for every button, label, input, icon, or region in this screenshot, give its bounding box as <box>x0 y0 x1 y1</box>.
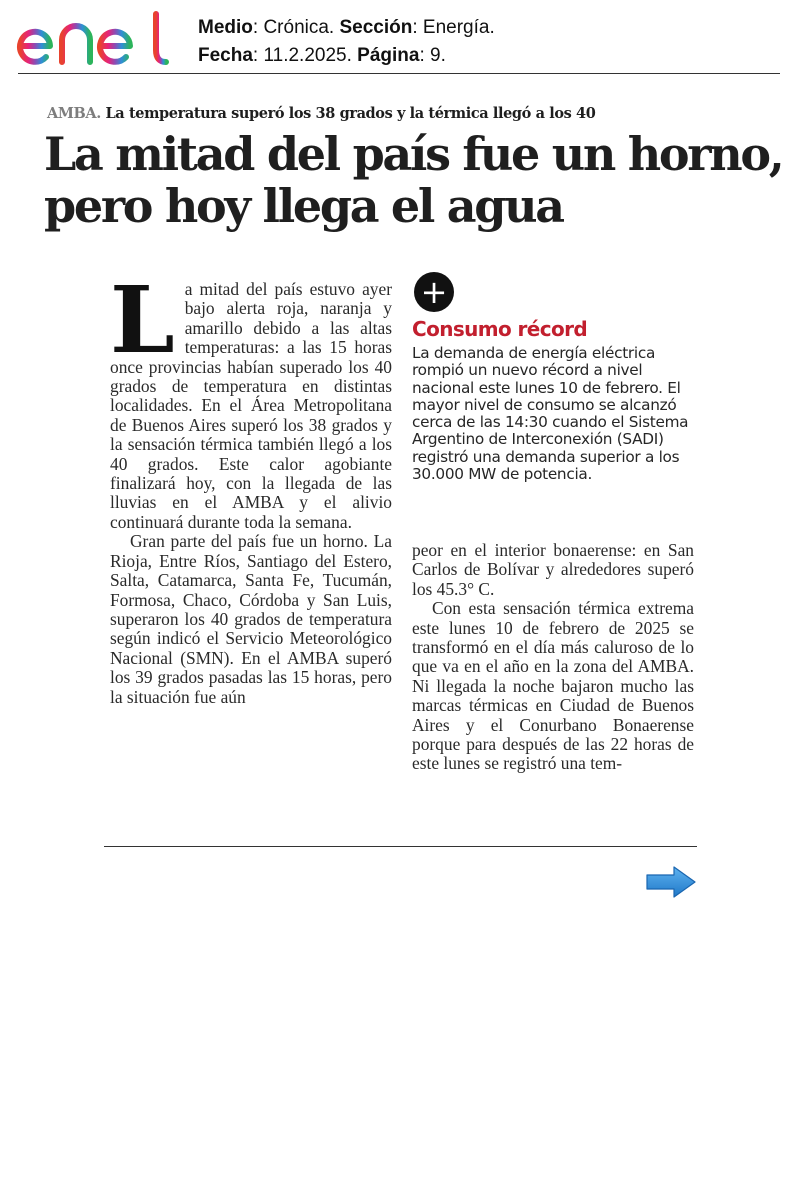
paragraph-1 <box>110 266 392 532</box>
drop-cap: L <box>110 266 175 374</box>
plus-icon: + <box>414 272 454 312</box>
kicker-tag: AMBA. <box>47 105 101 122</box>
press-clipping-meta <box>198 14 495 70</box>
medio-value: : Crónica. <box>252 17 335 38</box>
article-column-left <box>110 266 392 707</box>
paragraph-1-text: a mitad del país estuvo ayer bajo alerta roja, naranja y amarillo debido a las altas temperaturas: a las 15 horas once provincias habían superado los 40 grados de temperatura en distintas localidades. En el Área Metropolitana de Buenos Aires superó los 38 grados y la sensación térmica también llegó a los 40 grados. Este calor agobiante finalizará hoy, con la llegada de las lluvias en el AMBA y el alivio continuará durante toda la semana. <box>110 279 392 532</box>
article-column-right <box>412 541 694 774</box>
fecha-label: Fecha <box>198 45 253 66</box>
paragraph-2: Gran parte del país fue un horno. La Rioja, Entre Ríos, Santiago del Estero, Salta, Catamarca, Santa Fe, Tucumán, Formosa, Chaco, Córdoba y San Luis, superaron los 40 grados de temperatura según indicó el Servicio Meteorológico Nacional (SMN). En el AMBA superó los 39 grados pasadas las 15 horas, pero la situación fue aún <box>110 531 392 707</box>
fecha-value: : 11.2.2025. <box>252 45 352 66</box>
enel-logo <box>16 8 172 73</box>
pagina-label: Página <box>357 45 420 66</box>
kicker-text: La temperatura superó los 38 grados y la térmica llegó a los 40 <box>105 105 596 122</box>
enel-logo-graphic <box>16 8 172 68</box>
header-divider <box>18 73 780 74</box>
meta-line-1 <box>198 14 495 42</box>
box-title: Consumo récord <box>412 317 588 341</box>
article-kicker <box>47 105 595 122</box>
medio-label: Medio <box>198 17 253 38</box>
article-bottom-divider <box>104 846 697 847</box>
meta-line-2 <box>198 42 495 70</box>
consumo-record-box <box>412 272 702 483</box>
paragraph-3: peor en el interior bonaerense: en San Carlos de Bolívar y alrededores superó los 45.3° C. <box>412 540 694 599</box>
pagina-value: : 9. <box>419 45 446 66</box>
seccion-value: : Energía. <box>412 17 495 38</box>
seccion-label: Sección <box>339 17 413 38</box>
article-headline: La mitad del país fue un horno, pero hoy llega el agua <box>44 127 783 233</box>
arrow-right-graphic <box>644 864 698 900</box>
paragraph-4: Con esta sensación térmica extrema este lunes 10 de febrero de 2025 se transformó en el día más caluroso de lo que va en el año en la zona del AMBA. Ni llegada la noche bajaron mucho las marcas térmicas en Ciudad de Buenos Aires y el Conurbano Bonaerense porque para después de las 22 horas de este lunes se registró una tem- <box>412 598 694 774</box>
arrow-right-icon[interactable] <box>644 864 698 905</box>
box-body: La demanda de energía eléctrica rompió un nuevo récord a nivel nacional este lunes 10 de febrero. El mayor nivel de consumo se alcanzó cerca de las 14:30 cuando el Sistema Argentino de Interconexión (SADI) registró una demanda superior a los 30.000 MW de potencia. <box>412 344 689 484</box>
